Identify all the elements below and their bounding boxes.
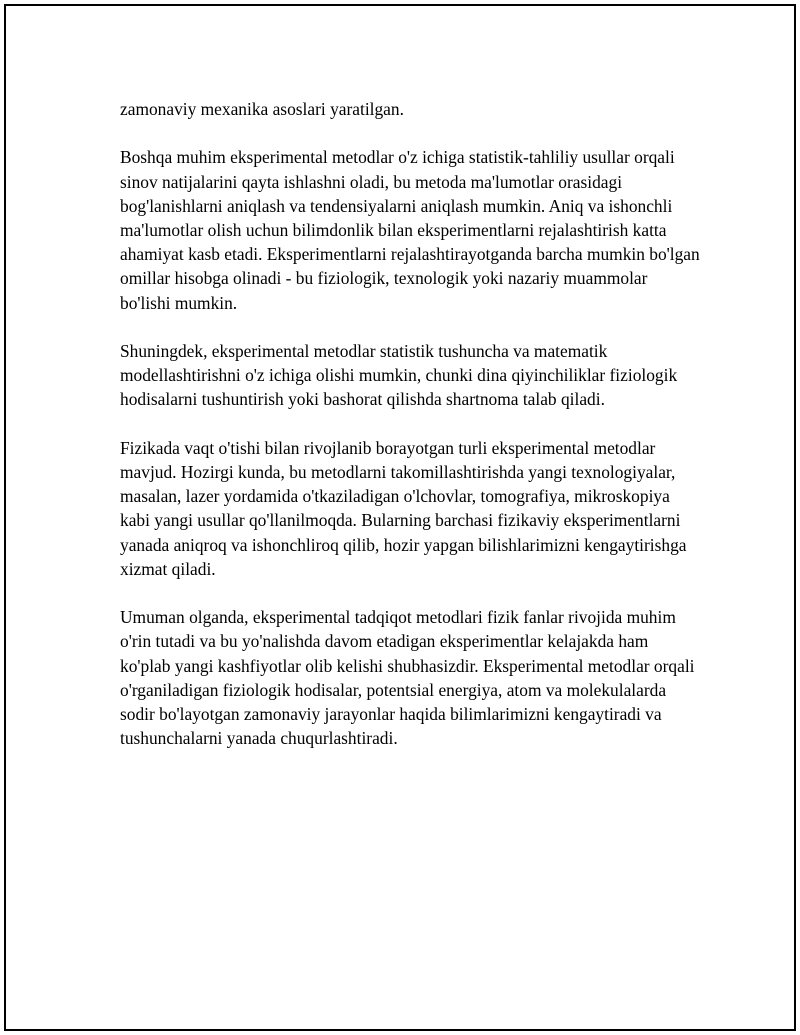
paragraph-3: Shuningdek, eksperimental metodlar statistik tushuncha va matematik modellashtirishni o'z ichiga olishi mumkin, chunki dina qiyinchiliklar fiziologik hodisalarni tushuntirish yoki bashorat qilishda shartnoma talab qiladi. (120, 341, 678, 410)
paragraph-1: zamonaviy mexanika asoslari yaratilgan. (120, 99, 404, 119)
paragraph-4: Fizikada vaqt o'tishi bilan rivojlanib borayotgan turli eksperimental metodlar mavjud. Hozirgi kunda, bu metodlarni takomillashtirishda yangi texnologiyalar, masalan, lazer yordamida o'tkaziladigan o'lchovlar, tomografiya, mikroskopiya kabi yangi usullar qo'llanilmoqda. Bularning barchasi fizikaviy eksperimentlarni yanada aniqroq va ishonchliroq qilib, hozir yapgan bilishlarimizni kengaytirishga xizmat qiladi. (120, 437, 687, 579)
document-body (120, 97, 700, 750)
paragraph-5: Umuman olganda, eksperimental tadqiqot metodlari fizik fanlar rivojida muhim o'rin tutadi va bu yo'nalishda davom etadigan eksperimentlar kelajakda ham ko'plab yangi kashfiyotlar olib kelishi shubhasizdir. Eksperimental metodlar orqali o'rganiladigan fiziologik hodisalar, potentsial energiya, atom va molekulalarda sodir bo'layotgan zamonaviy jarayonlar haqida bilimlarimizni kengaytiradi va tushunchalarni yanada chuqurlashtiradi. (120, 607, 695, 749)
page-frame (4, 4, 796, 1031)
paragraph-2: Boshqa muhim eksperimental metodlar o'z ichiga statistik-tahliliy usullar orqali sinov natijalarini qayta ishlashni oladi, bu metoda ma'lumotlar orasidagi bog'lanishlarni aniqlash va tendensiyalarni aniqlash mumkin. Aniq va ishonchli ma'lumotlar olish uchun bilimdonlik bilan eksperimentlarni rejalashtirish katta ahamiyat kasb etadi. Eksperimentlarni rejalashtirayotganda barcha mumkin bo'lgan omillar hisobga olinadi - bu fiziologik, texnologik yoki nazariy muammolar bo'lishi mumkin. (120, 147, 700, 313)
